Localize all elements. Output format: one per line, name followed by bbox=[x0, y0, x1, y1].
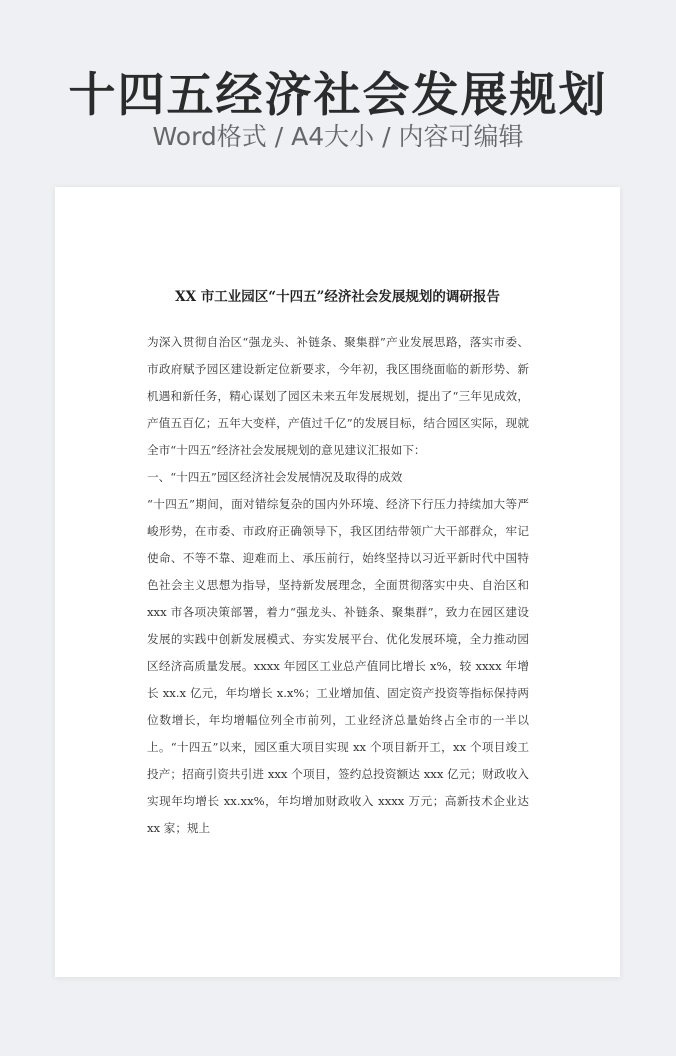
banner-title: 十四五经济社会发展规划 bbox=[68, 68, 608, 123]
section-heading: 一、“十四五”园区经济社会发展情况及取得的成效 bbox=[147, 470, 403, 484]
banner-subtitle: Word格式 / A4大小 / 内容可编辑 bbox=[152, 122, 524, 151]
document-heading: XX 市工业园区“十四五”经济社会发展规划的调研报告 bbox=[175, 289, 500, 305]
intro-paragraph: 为深入贯彻自治区“强龙头、补链条、聚集群”产业发展思路，落实市委、市政府赋予园区建设新定位新要求，今年初，我区围绕面临的新形势、新机遇和新任务，精心谋划了园区未来五年发展规划，提出了“三年见成效，产值五百亿；五年大变样，产值过千亿”的发展目标，结合园区实际，现就全市“十四五”经济社会发展规划的意见建议汇报如下： bbox=[147, 335, 529, 457]
document-body bbox=[147, 329, 529, 842]
body-paragraph: “十四五”期间，面对错综复杂的国内外环境、经济下行压力持续加大等严峻形势，在市委、市政府正确领导下，我区团结带领广大干部群众，牢记使命、不等不靠、迎难而上、承压前行，始终坚持以习近平新时代中国特色社会主义思想为指导，坚持新发展理念，全面贯彻落实中央、自治区和 xxx 市各项决策部署，着力“强龙头、补链条、聚集群”，致力在园区建设发展的实践中创新发展模式、夯实发展平台、优化发展环境，全力推动园区经济高质量发展。xxxx 年园区工业总产值同比增长 x%，较 xxxx 年增长 xx.x 亿元，年均增长 x.x%；工业增加值、固定资产投资等指标保持两位数增长，年均增幅位列全市前列，工业经济总量始终占全市的一半以上。“十四五”以来，园区重大项目实现 xx 个项目新开工，xx 个项目竣工投产；招商引资共引进 xxx 个项目，签约总投资额达 xxx 亿元；财政收入实现年均增长 xx.xx%，年均增加财政收入 xxxx 万元；高新技术企业达 xx 家；规上 bbox=[147, 497, 529, 835]
document-page bbox=[55, 187, 620, 977]
